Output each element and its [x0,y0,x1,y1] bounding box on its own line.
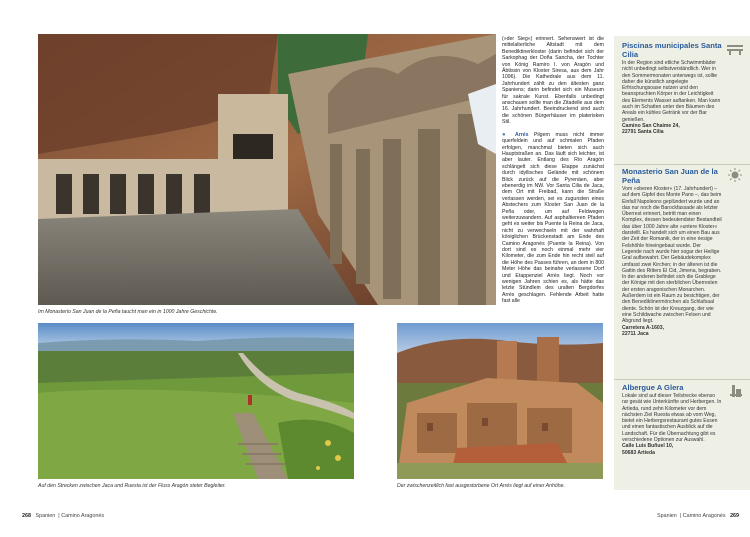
monasterio-body: Vom »oberen Kloster« (17. Jahrhundert) – auf dem Gipfel des Monte Pano –, das beim Einfall Napoleons geplündert wurde und an das nur noch die Barockfassade als letzter Überrest erinnert, betritt man einen Komplex, dessen bedeutendster Bestandteil das über 1000 Jahre alte »untere Kloster« darstellt. Es handelt sich um einen Bau aus der Zeit der Romanik, der in eine riesige Felshöhle hineingebaut wurde. Der Legende nach wurde hier sogar der Heilige Gral aufbewahrt. Der Gebäudekomplex umfasst zwei Kirchen; in der älteren ist die Gattin des Ritters El Cid, Jimena, begraben. In der anderen befindet sich die Grablege der Könige mit den sterblichen Überresten der ersten aragonischen Monarchen. Außerdem ist ein Raum zu besichtigen, der den Benediktinermönchen als Schlafsaal diente. Schön ist der Kreuzgang, der wie eine Schildwache zwischen Felsen und Abgrund liegt. [622,186,722,325]
separator [614,379,750,380]
village-photo [397,323,603,479]
main-text-column [502,36,604,320]
footer-right: Spanien | Camino Aragonés 269 [657,513,740,519]
monasterio-addr1: Carretera A-1603, [622,324,665,331]
sun-icon [726,168,744,182]
monasterio-box [622,167,722,337]
page-number-left: 268 [22,513,31,519]
monasterio-addr2: 22711 Jaca [622,330,649,337]
monastery-photo [38,34,496,305]
albergue-box [622,383,722,456]
village-caption: Der zwischenzeitlich fast ausgestorbene Ort Arrés liegt auf einer Anhöhe. [397,483,566,489]
albergue-body: Lokale sind auf dieser Teilstrecke ebenso rar gesät wie Unterkünfte und Herbergen. In Artieda, rund zehn Kilometer vor dem nächsten Ziel Ruesta etwas ab vom Weg, bietet ein Herbergsrestaurant gutes Essen und einen fantastischen Ausblick auf die Landschaft. Für die Übernachtung gibt es verschiedene Optionen zur Auswahl. [622,393,722,444]
piscinas-body: In der Region sind etliche Schwimmbäder nicht unbedingt selbstverständlich. Wer in den Sommermonaten unterwegs ist, sollte daher die künstlich angelegte Erfrischungsoase nutzen und den beanspruchten Körper in der Leichtigkeit des Elements Wasser auftanken. Man kann auch im Schatten unter den Bäumen des Areals ein kühles Getränk vor der Bar genießen. [622,60,721,123]
albergue-addr1: Calle Luis Buñuel 10, [622,443,674,450]
footer-right-section: Spanien [657,513,677,519]
main-paragraph: (»der Sieg«) erinnert. Sehenswert ist die mittelalterliche Altstadt mit dem Benediktinerkloster (darin befindet sich der Sarkophag der Doña Sancha, der Tochter von König Ramiro I. von Aragón und Äbtissin von Kloster Siresa, aus dem Jahr 1096). Die Kathedrale aus dem 11. Jahrhundert zählt zu den ältesten ganz Spaniens; darin befindet sich ein Museum für sakrale Kunst. Ebenfalls unbedingt anschauen sollte man die Zitadelle aus dem 16. Jahrhundert. Beeindruckend sind auch die schönen Bürgerhäuser im platerisken Stil. [502,36,604,126]
landscape-caption: Auf den Strecken zwischen Jaca und Ruesta ist der Fluss Aragón steter Begleiter. [38,483,226,489]
footer-right-route: Camino Aragonés [682,513,726,519]
monasterio-title: Monasterio San Juan de la Peña [622,167,718,185]
arres-lead: Arrés [514,131,529,138]
landscape-photo [38,323,354,479]
page-number-right: 269 [730,513,740,519]
footer-left-route: Camino Aragonés [61,513,105,519]
location-pin-icon: ● [502,131,510,138]
hostel-icon [726,384,744,398]
info-sidebar [614,36,750,490]
footer-left-section: Spanien [35,513,56,519]
piscinas-addr2: 22791 Santa Cilia [622,129,664,136]
piscinas-addr1: Camino San Chaime 24, [622,122,680,129]
piscinas-box [622,41,722,136]
albergue-addr2: 50683 Artieda [622,449,655,456]
bench-icon [726,42,744,56]
footer-left: 268 Spanien | Camino Aragonés [22,513,105,519]
arres-paragraph [502,132,604,305]
piscinas-title: Piscinas municipales Santa Cilia [622,41,722,59]
albergue-title: Albergue A Glera [622,383,684,392]
monastery-caption: Im Monasterio San Juan de la Peña taucht man ein in 1000 Jahre Geschichte. [38,309,218,315]
separator [614,164,750,165]
arres-text: Pilgern muss nicht immer querfeldein und auf schmalen Pfaden erfolgen, manchmal bieten sich auch Hauptstraßen an. Das läuft sich leichter, ist aber lauter. Entlang des Río Aragón schlängelt sich diese Etappe zunächst durch idyllisches Gelände mit schönem Blick zurück auf die Pyrenäen, aber ebenerdig im NW. Vor Santa Cilia de Jaca, dem Ort mit Freibad, kann die Straße verlassen werden, sei es zugunsten eines Abstechers zum Kloster San Juan de la Peña oder, um auf Feldwegen weiterzuwandern. Auf asphaltiereen Pfaden geht es weiter bis Puente la Reina de Jaca, nicht zu verwechseln mit der wahrhaft königlichen Brückenstadt am Ende des Camino Aragonés (Puente la Reina). Von dort sind es noch einmal mehr vier Kilometer, die zum Ende hin recht steil auf die Höhe des Passes führen, an dem in 800 Meter Höhe das beinahe verlassene Dorf und Etappenziel Arrés liegt. Noch vor wenigen Jahren schien es, als hätte das letzte Stündlein des uralten Bergdorfes Arrés geschlagen. Fehlende Arbeit hatte fast alle [502,131,604,305]
